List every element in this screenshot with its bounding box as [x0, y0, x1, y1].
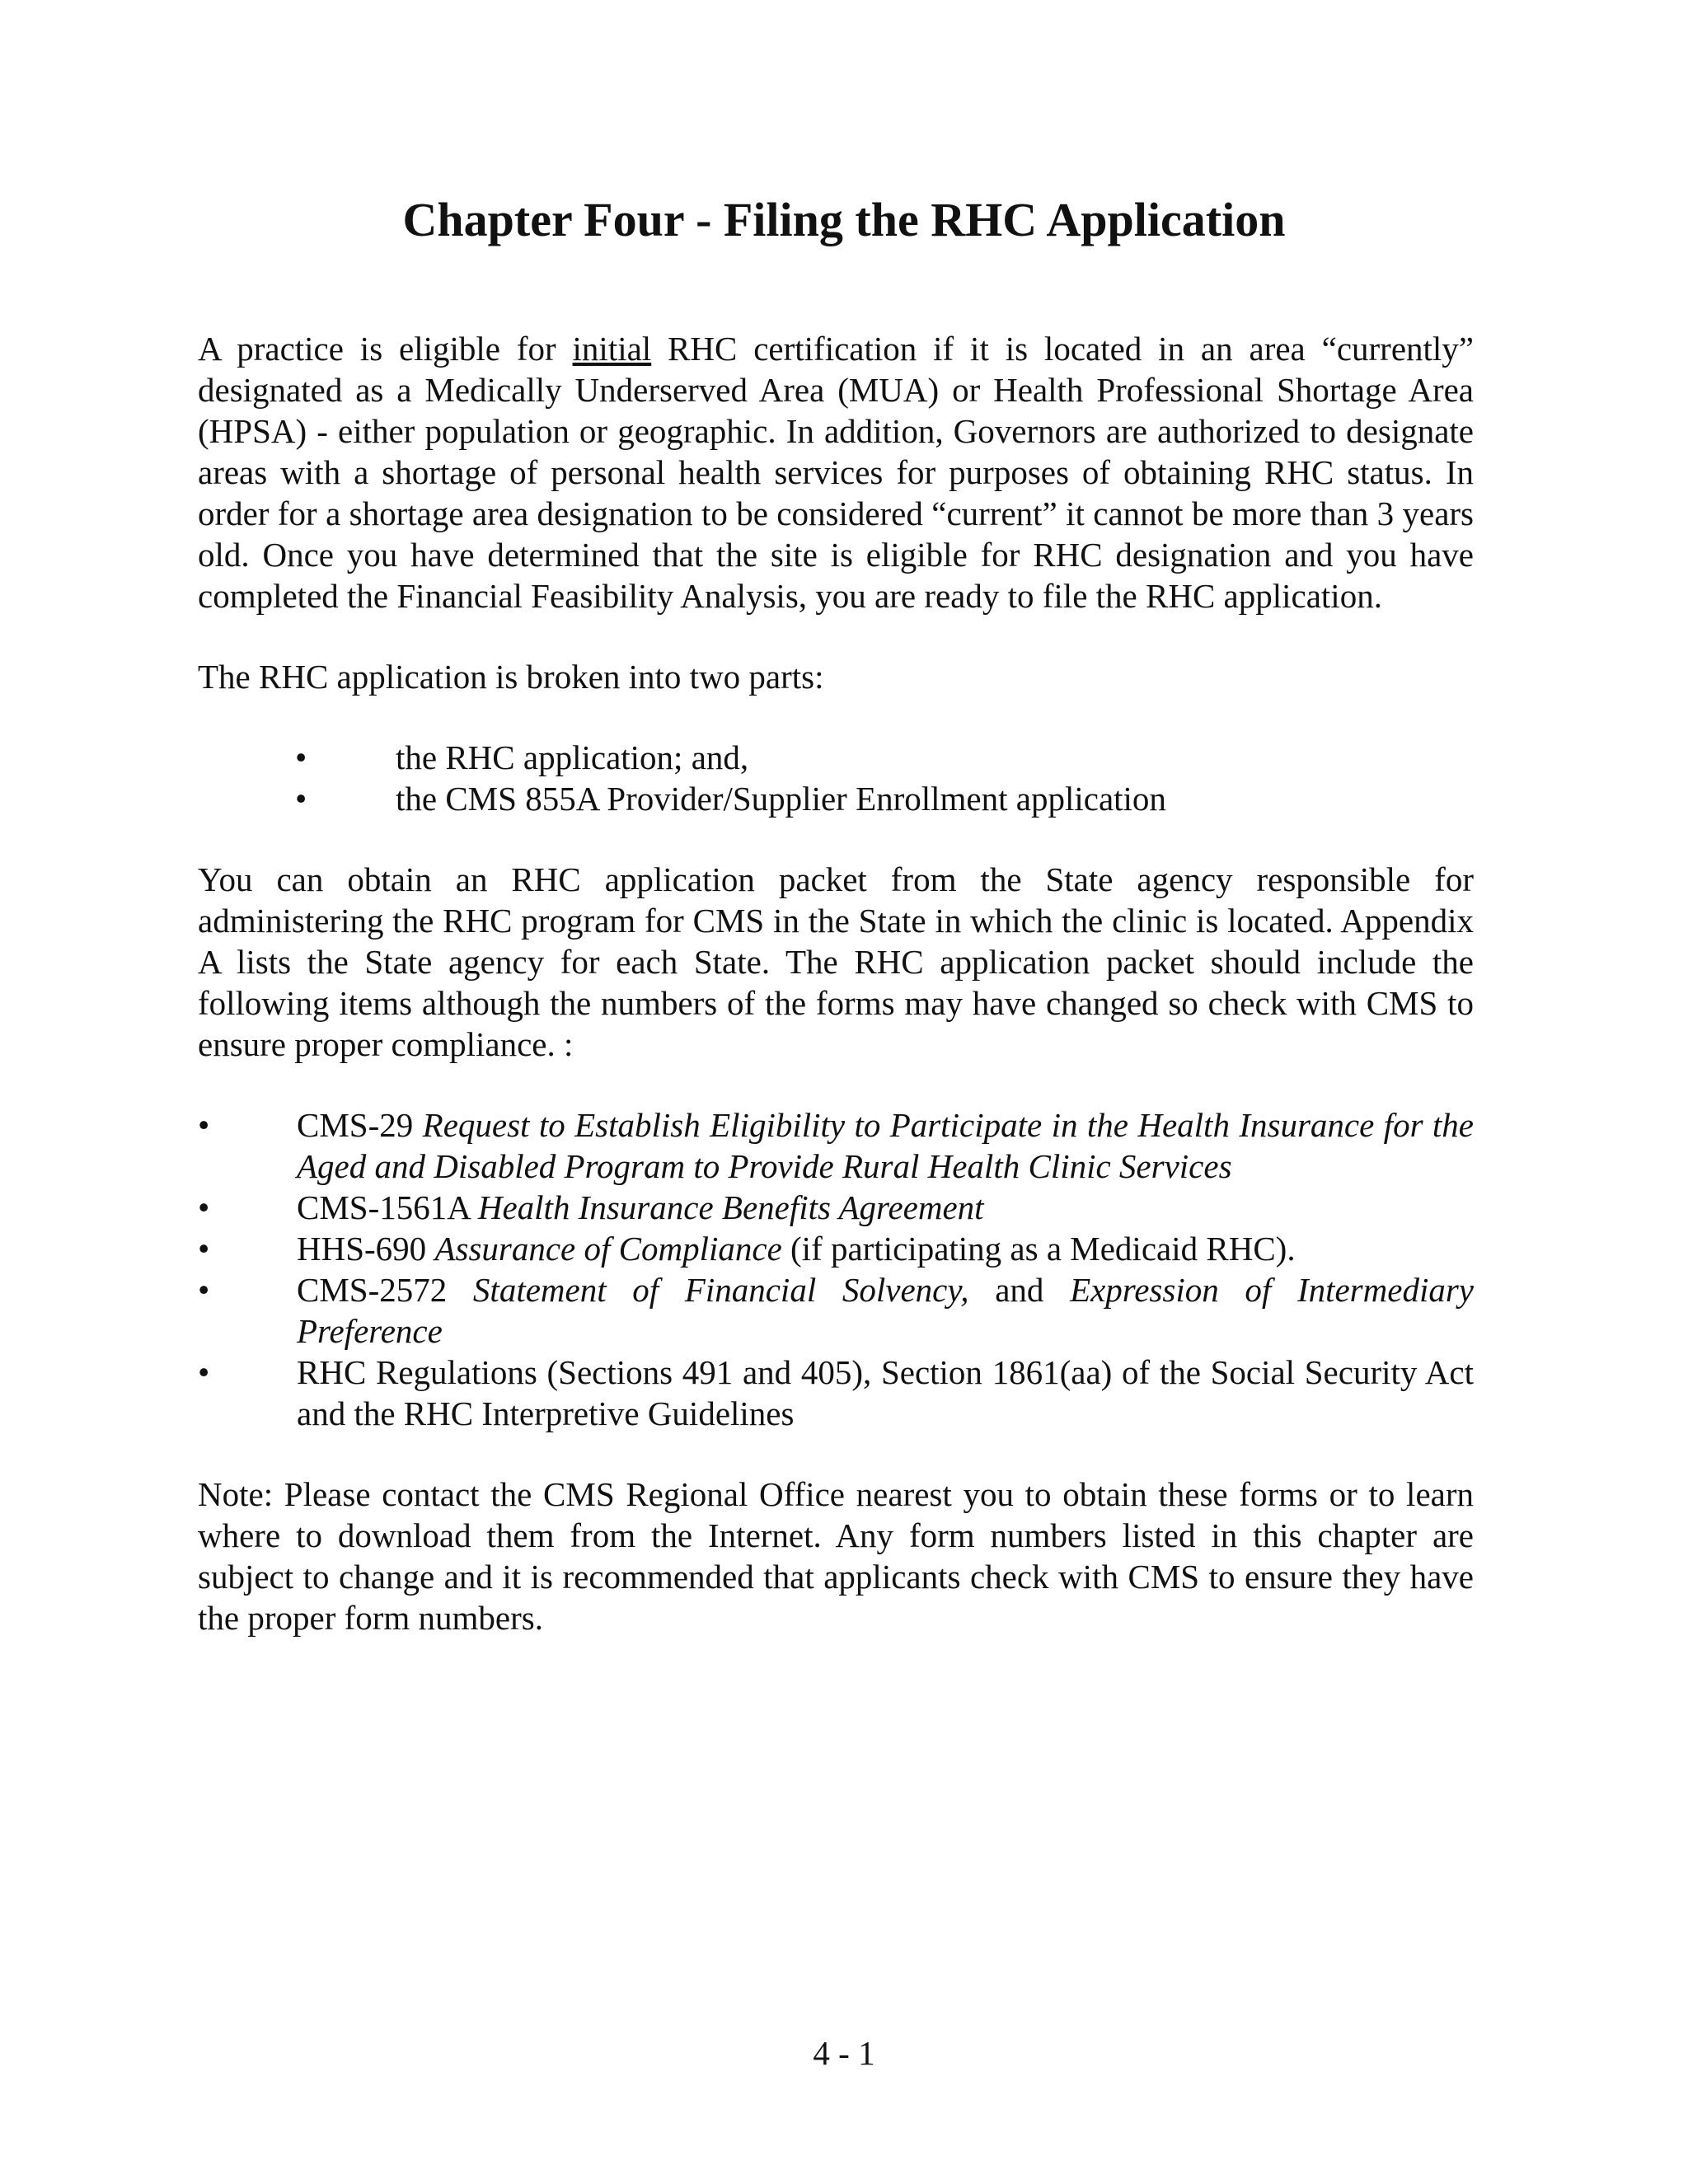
application-packet-paragraph: You can obtain an RHC application packet from the State agency responsible for administering the RHC program for CMS in the State in which the clinic is located. Appendix A lists the State agency for each State. The RHC application packet should include the following items although the numbers of the forms may have changed so check with CMS to ensure proper compliance. :: [198, 860, 1474, 1063]
forms-list: [198, 1104, 1474, 1434]
form-code: CMS-2572: [297, 1271, 473, 1309]
eligibility-text-start: A practice is eligible for: [198, 330, 573, 368]
bullet-icon: •: [198, 1106, 210, 1144]
bullet-icon: •: [295, 780, 307, 818]
form-title: Request to Establish Eligibility to Participate in the Health Insurance for the Aged and Disabled Program to Provide Rural Health Clinic Services: [297, 1106, 1474, 1185]
initial-underlined-word: initial: [572, 330, 652, 368]
list-item: [198, 1352, 1474, 1434]
list-item: [198, 1269, 1474, 1352]
list-item-text: the CMS 855A Provider/Supplier Enrollment application: [396, 780, 1166, 818]
list-item: [198, 778, 1474, 819]
bullet-icon: •: [295, 738, 307, 776]
form-title: Statement of Financial Solvency,: [472, 1271, 969, 1309]
bullet-icon: •: [198, 1188, 210, 1226]
application-parts-list: [198, 737, 1474, 819]
form-title-secondary: Expression of Intermediary Preference: [297, 1271, 1474, 1350]
list-item: [198, 1104, 1474, 1187]
form-code: RHC Regulations (Sections 491 and 405), Section 1861(aa) of the Social Security Act and the RHC Interpretive Guidelines: [297, 1353, 1474, 1432]
form-code: HHS-690: [297, 1230, 435, 1268]
application-parts-intro: The RHC application is broken into two parts:: [198, 658, 824, 696]
list-item: [198, 1228, 1474, 1269]
eligibility-text-end: RHC certification if it is located in an area “currently” designated as a Medically Underserved Area (MUA) or Health Professional Shortage Area (HPSA) - either population or geographic. In addition, Governors are authorized to designate areas with a shortage of personal health services for purposes of obtaining RHC status. In order for a shortage area designation to be considered “current” it cannot be more than 3 years old. Once you have determined that the site is eligible for RHC designation and you have completed the Financial Feasibility Analysis, you are ready to file the RHC application.: [198, 330, 1474, 615]
form-note: and: [968, 1271, 1071, 1309]
form-note: (if participating as a Medicaid RHC).: [781, 1230, 1296, 1268]
note-paragraph: Note: Please contact the CMS Regional Office nearest you to obtain these forms or to learn where to download them from the Internet. Any form numbers listed in this chapter are subject to change and it is recommended that applicants check with CMS to ensure they have the proper form numbers.: [198, 1475, 1474, 1637]
form-code: CMS-29: [297, 1106, 423, 1144]
list-item: [198, 737, 1474, 778]
bullet-icon: •: [198, 1230, 210, 1268]
form-title: Health Insurance Benefits Agreement: [477, 1188, 984, 1226]
chapter-body: [198, 328, 1474, 1638]
bullet-icon: •: [198, 1271, 210, 1309]
form-code: CMS-1561A: [297, 1188, 478, 1226]
list-item-text: the RHC application; and,: [396, 738, 749, 776]
form-title: Assurance of Compliance: [434, 1230, 782, 1268]
bullet-icon: •: [198, 1353, 210, 1391]
eligibility-paragraph: [198, 328, 1474, 616]
list-item: [198, 1187, 1474, 1228]
chapter-title: Chapter Four - Filing the RHC Application: [402, 193, 1286, 246]
page-number: 4 - 1: [813, 2034, 875, 2072]
